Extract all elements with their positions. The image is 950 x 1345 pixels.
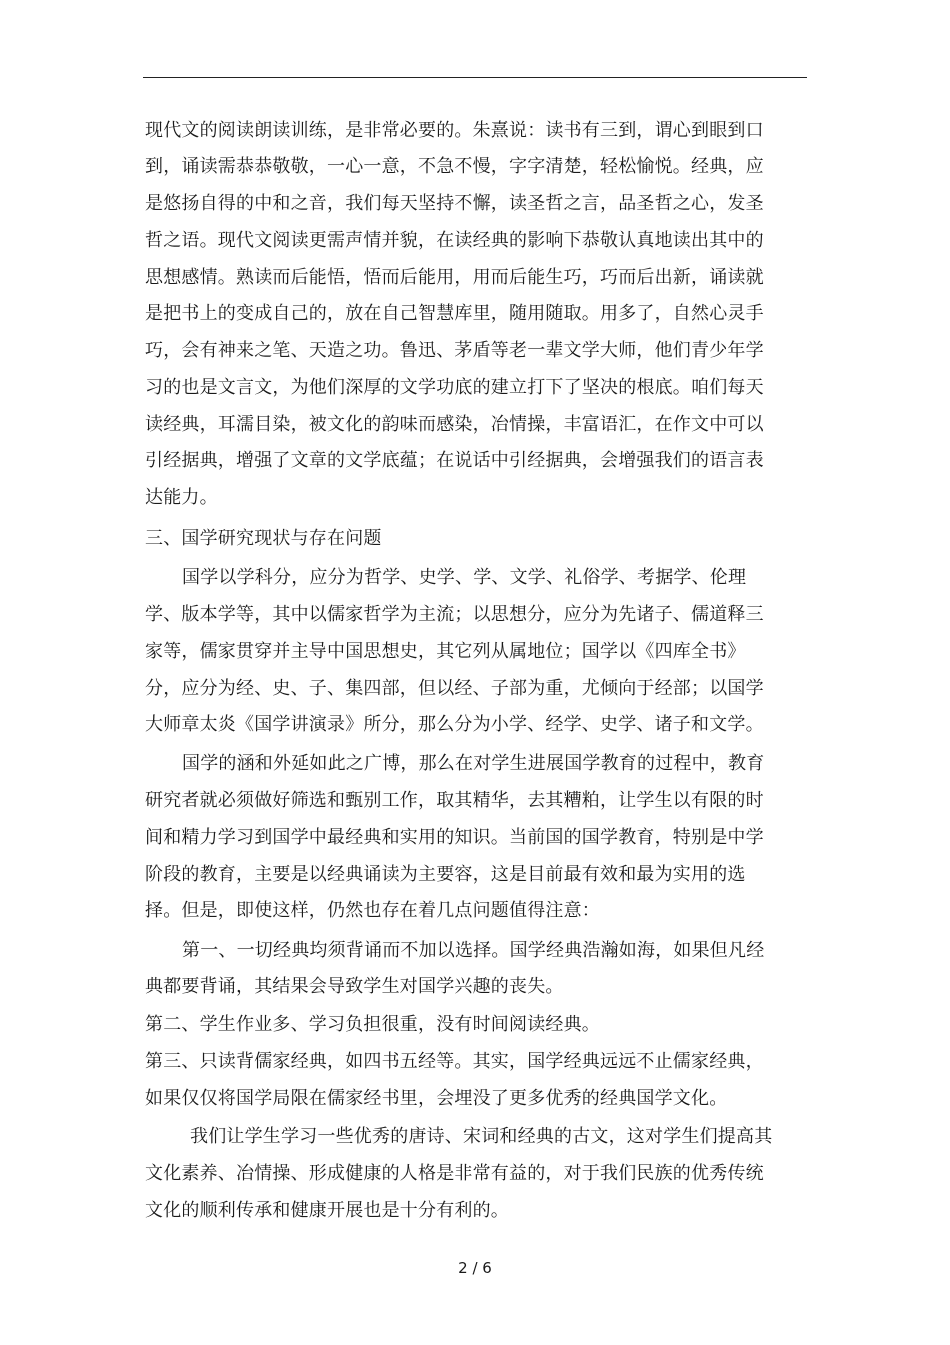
text-line: 文化的顺利传承和健康开展也是十分有利的。 — [145, 1200, 509, 1221]
text-line: 学、版本学等，其中以儒家哲学为主流；以思想分，应分为先诸子、儒道释三 — [145, 604, 764, 625]
text-line: 国学以学科分，应分为哲学、史学、学、文学、礼俗学、考据学、伦理 — [182, 567, 747, 588]
text-line: 哲之语。现代文阅读更需声情并貌，在读经典的影响下恭敬认真地读出其中的 — [145, 230, 764, 251]
text-line: 读经典，耳濡目染，被文化的韵味而感染，冶情操，丰富语汇，在作文中可以 — [145, 414, 764, 435]
text-line: 思想感情。熟读而后能悟，悟而后能用，用而后能生巧，巧而后出新，诵读就 — [145, 267, 764, 288]
text-line: 研究者就必须做好筛选和甄别工作，取其精华，去其糟粕，让学生以有限的时 — [145, 790, 764, 811]
text-line: 到，诵读需恭恭敬敬，一心一意，不急不慢，字字清楚，轻松愉悦。经典，应 — [145, 156, 764, 177]
text-line: 国学的涵和外延如此之广博，那么在对学生进展国学教育的过程中，教育 — [182, 753, 765, 774]
text-line: 达能力。 — [145, 487, 218, 508]
text-line: 阶段的教育，主要是以经典诵读为主要容，这是目前最有效和最为实用的选 — [145, 864, 746, 885]
text-line: 引经据典，增强了文章的文学底蕴；在说话中引经据典，会增强我们的语言表 — [145, 450, 764, 471]
text-line: 第三、只读背儒家经典，如四书五经等。其实，国学经典远远不止儒家经典， — [145, 1051, 764, 1072]
text-line: 巧，会有神来之笔、天造之功。鲁迅、茅盾等老一辈文学大师，他们青少年学 — [145, 340, 764, 361]
text-line: 第一、一切经典均须背诵而不加以选择。国学经典浩瀚如海，如果但凡经 — [182, 940, 765, 961]
text-line: 习的也是文言文，为他们深厚的文学功底的建立打下了坚决的根底。咱们每天 — [145, 377, 764, 398]
text-line: 间和精力学习到国学中最经典和实用的知识。当前国的国学教育，特别是中学 — [145, 827, 764, 848]
text-line: 家等，儒家贯穿并主导中国思想史，其它列从属地位；国学以《四库全书》 — [145, 641, 746, 662]
text-line: 我们让学生学习一些优秀的唐诗、宋词和经典的古文，这对学生们提高其 — [190, 1126, 773, 1147]
text-line: 第二、学生作业多、学习负担很重，没有时间阅读经典。 — [145, 1014, 600, 1035]
text-line: 典都要背诵，其结果会导致学生对国学兴趣的丧失。 — [145, 976, 564, 997]
text-line: 是把书上的变成自己的，放在自己智慧库里，随用随取。用多了，自然心灵手 — [145, 303, 764, 324]
text-line: 择。但是，即使这样，仍然也存在着几点问题值得注意： — [145, 900, 600, 921]
text-line: 分，应分为经、史、子、集四部，但以经、子部为重，尤倾向于经部；以国学 — [145, 678, 764, 699]
text-line: 如果仅仅将国学局限在儒家经书里，会埋没了更多优秀的经典国学文化。 — [145, 1088, 728, 1109]
header-rule — [143, 77, 807, 78]
section-heading: 三、国学研究现状与存在问题 — [145, 528, 382, 549]
page-number: 2 / 6 — [458, 1259, 492, 1277]
text-line: 现代文的阅读朗读训练，是非常必要的。朱熹说：读书有三到，谓心到眼到口 — [145, 120, 764, 141]
text-line: 大师章太炎《国学讲演录》所分，那么分为小学、经学、史学、诸子和文学。 — [145, 714, 764, 735]
text-line: 是悠扬自得的中和之音，我们每天坚持不懈，读圣哲之言，品圣哲之心，发圣 — [145, 193, 764, 214]
text-line: 文化素养、冶情操、形成健康的人格是非常有益的，对于我们民族的优秀传统 — [145, 1163, 764, 1184]
